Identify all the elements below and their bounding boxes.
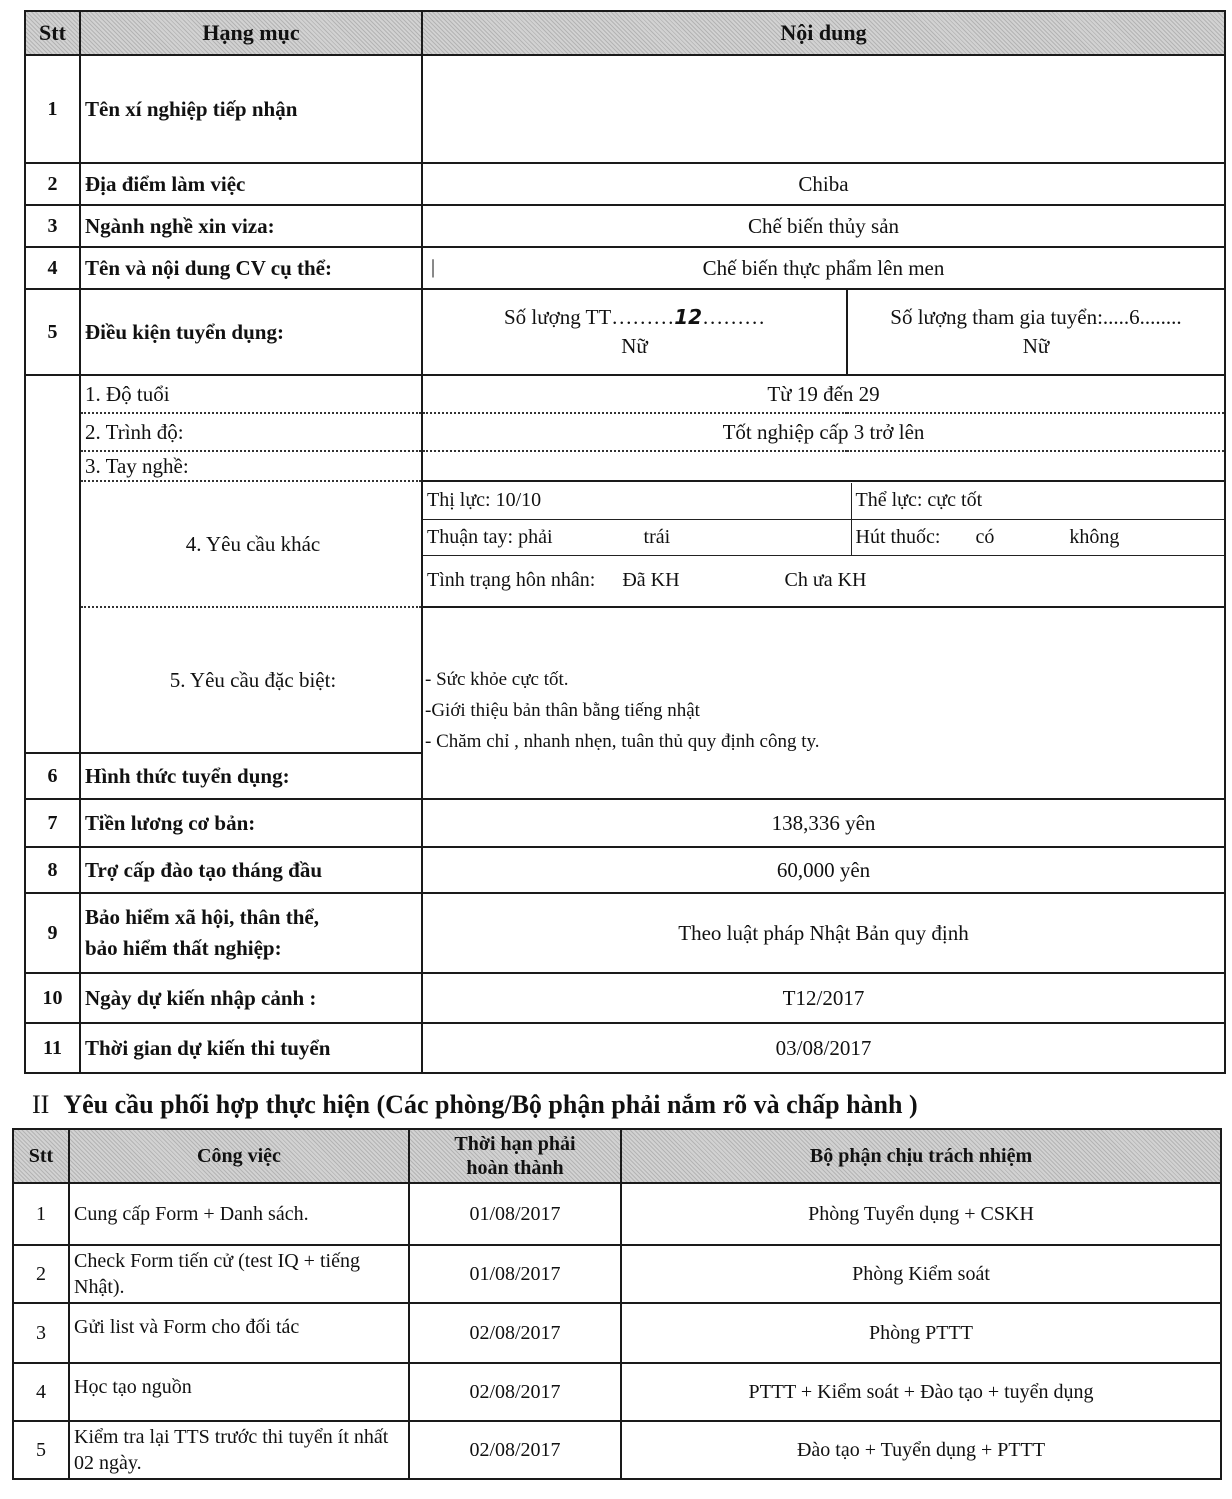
- table-row: [13, 1421, 1221, 1479]
- sub-value: Tốt nghiệp cấp 3 trở lên: [422, 413, 1225, 451]
- table-row: [13, 1303, 1221, 1363]
- header-stt: Stt: [25, 11, 80, 55]
- sub-label: 5. Yêu cầu đặc biệt:: [80, 607, 422, 753]
- row-value: 138,336 yên: [422, 799, 1225, 847]
- section-title: [32, 1090, 918, 1120]
- task-name: Gửi list và Form cho đối tác: [69, 1303, 409, 1363]
- hut-thuoc-khong: không: [1069, 525, 1120, 548]
- sub-row-tay-nghe: [25, 451, 1225, 481]
- row-stt: 1: [25, 55, 80, 163]
- table-row: [25, 1023, 1225, 1073]
- sub-value: [422, 451, 1225, 481]
- the-luc: Thể lực: cực tốt: [851, 483, 1224, 519]
- task-dept: PTTT + Kiểm soát + Đào tạo + tuyển dụng: [621, 1363, 1221, 1421]
- row-label: Địa điểm làm việc: [80, 163, 422, 205]
- row-label: Tên và nội dung CV cụ thể:: [80, 247, 422, 289]
- yeu-cau-khac-cell: [422, 481, 1225, 607]
- tham-gia-gender: Nữ: [1022, 334, 1050, 358]
- task-stt: 1: [13, 1183, 69, 1245]
- row-label: Ngành nghề xin viza:: [80, 205, 422, 247]
- so-luong-tt-prefix: Số lượng TT………: [503, 305, 675, 329]
- dac-biet-line: -Giới thiệu bản thân bằng tiếng nhật: [425, 700, 700, 721]
- tham-gia-text: Số lượng tham gia tuyển:.....6........: [890, 305, 1182, 329]
- recruitment-info-table: [24, 10, 1226, 1074]
- task-deadline: 02/08/2017: [409, 1421, 621, 1479]
- header-thoi-han-line: hoàn thành: [466, 1157, 564, 1179]
- row-value: 03/08/2017: [422, 1023, 1225, 1073]
- table-row: [25, 973, 1225, 1023]
- table-row: [25, 247, 1225, 289]
- chua-kh: Ch ưa KH: [784, 568, 867, 591]
- row-label: Thời gian dự kiến thi tuyển: [80, 1023, 422, 1073]
- task-deadline: 01/08/2017: [409, 1183, 621, 1245]
- sub-value: Từ 19 đến 29: [422, 375, 1225, 413]
- so-luong-tt-cell: [422, 289, 847, 375]
- row-label: Tên xí nghiệp tiếp nhận: [80, 55, 422, 163]
- table-row: [25, 893, 1225, 973]
- row-value: 60,000 yên: [422, 847, 1225, 893]
- header-thoi-han: [409, 1129, 621, 1183]
- tham-gia-cell: [847, 289, 1225, 375]
- sub-row-yeu-cau-dac-biet: [25, 607, 1225, 753]
- header-bo-phan: Bộ phận chịu trách nhiệm: [621, 1129, 1221, 1183]
- table-row-dieu-kien: [25, 289, 1225, 375]
- sub-row-yeu-cau-khac: [25, 481, 1225, 607]
- hut-thuoc-co: có: [975, 525, 995, 548]
- dac-biet-line: - Chăm chỉ , nhanh nhẹn, tuân thủ quy định công ty.: [425, 731, 820, 752]
- row-label-line: bảo hiểm thất nghiệp:: [85, 936, 282, 960]
- sub-label: 4. Yêu cầu khác: [80, 481, 422, 607]
- task-stt: 4: [13, 1363, 69, 1421]
- task-name: Kiểm tra lại TTS trước thi tuyển ít nhất 02 ngày.: [69, 1421, 409, 1479]
- yeu-cau-khac-grid: [423, 483, 1224, 605]
- sub-row-do-tuoi: [25, 375, 1225, 413]
- sub-stt-empty: [25, 375, 80, 753]
- dac-biet-line: - Sức khỏe cực tốt.: [425, 669, 569, 690]
- row-stt: 2: [25, 163, 80, 205]
- thuan-tay: Thuận tay: phải: [427, 525, 553, 548]
- row-stt: 4: [25, 247, 80, 289]
- row-stt: 8: [25, 847, 80, 893]
- table-header-row: [25, 11, 1225, 55]
- row-label: Điều kiện tuyển dụng:: [80, 289, 422, 375]
- sub-label: 1. Độ tuổi: [80, 375, 422, 413]
- row-label: Ngày dự kiến nhập cảnh :: [80, 973, 422, 1023]
- task-name: Học tạo nguồn: [69, 1363, 409, 1421]
- hut-thuoc-cell: [851, 519, 1224, 555]
- row-stt: 5: [25, 289, 80, 375]
- thi-luc: Thị lực: 10/10: [423, 483, 851, 519]
- row-value: T12/2017: [422, 973, 1225, 1023]
- row-label: Hình thức tuyển dụng:: [80, 753, 422, 799]
- header-hang-muc: Hạng mục: [80, 11, 422, 55]
- row-stt: 11: [25, 1023, 80, 1073]
- row-label: [80, 893, 422, 973]
- hon-nhan-cell: [423, 555, 1224, 605]
- table-row: [13, 1245, 1221, 1303]
- task-dept: Phòng Kiểm soát: [621, 1245, 1221, 1303]
- task-name: Check Form tiến cử (test IQ + tiếng Nhật).: [69, 1245, 409, 1303]
- row-label: Trợ cấp đào tạo tháng đầu: [80, 847, 422, 893]
- thuan-tay-cell: [423, 519, 851, 555]
- table-row: [25, 799, 1225, 847]
- table-row: [25, 205, 1225, 247]
- hon-nhan: Tình trạng hôn nhân:: [427, 568, 596, 591]
- hut-thuoc: Hút thuốc:: [855, 525, 941, 548]
- row-stt: 6: [25, 753, 80, 799]
- row-stt: 10: [25, 973, 80, 1023]
- sub-label: 3. Tay nghề:: [80, 451, 422, 481]
- yeu-cau-dac-biet-cell: [422, 607, 1225, 799]
- row-stt: 3: [25, 205, 80, 247]
- row-value: Chế biến thực phẩm lên men: [702, 255, 945, 280]
- so-luong-tt-gender: Nữ: [621, 334, 648, 358]
- row-label-line: Bảo hiểm xã hội, thân thể,: [85, 905, 319, 929]
- row-value: Chế biến thủy sản: [422, 205, 1225, 247]
- task-deadline: 02/08/2017: [409, 1303, 621, 1363]
- sub-label: 2. Trình độ:: [80, 413, 422, 451]
- header-stt: Stt: [13, 1129, 69, 1183]
- section-title-text: Yêu cầu phối hợp thực hiện (Các phòng/Bộ phận phải nắm rõ và chấp hành ): [63, 1090, 918, 1119]
- header-noi-dung: Nội dung: [422, 11, 1225, 55]
- header-thoi-han-line: Thời hạn phải: [454, 1133, 576, 1155]
- table-row: [25, 163, 1225, 205]
- task-name: Cung cấp Form + Danh sách.: [69, 1183, 409, 1245]
- table-row: [25, 847, 1225, 893]
- so-luong-tt-handwritten: 12: [674, 305, 703, 329]
- row-value-cell: [422, 247, 1225, 289]
- task-stt: 2: [13, 1245, 69, 1303]
- header-cong-viec: Công việc: [69, 1129, 409, 1183]
- row-value: Theo luật pháp Nhật Bản quy định: [422, 893, 1225, 973]
- section-number: II: [32, 1090, 50, 1119]
- task-dept: Phòng PTTT: [621, 1303, 1221, 1363]
- row-value: Chiba: [422, 163, 1225, 205]
- so-luong-tt-suffix: ………: [702, 305, 766, 329]
- task-deadline: 02/08/2017: [409, 1363, 621, 1421]
- task-dept: Phòng Tuyển dụng + CSKH: [621, 1183, 1221, 1245]
- coordination-table: [12, 1128, 1222, 1480]
- row-stt: 7: [25, 799, 80, 847]
- table-row: [13, 1183, 1221, 1245]
- task-stt: 5: [13, 1421, 69, 1479]
- pen-mark: |: [431, 256, 436, 278]
- row-label: Tiền lương cơ bản:: [80, 799, 422, 847]
- task-stt: 3: [13, 1303, 69, 1363]
- task-deadline: 01/08/2017: [409, 1245, 621, 1303]
- task-dept: Đào tạo + Tuyển dụng + PTTT: [621, 1421, 1221, 1479]
- row-value: [422, 55, 1225, 163]
- table-row: [13, 1363, 1221, 1421]
- thuan-tay-trai: trái: [643, 525, 671, 548]
- table-header-row: [13, 1129, 1221, 1183]
- sub-row-trinh-do: [25, 413, 1225, 451]
- table-row: [25, 55, 1225, 163]
- row-stt: 9: [25, 893, 80, 973]
- da-kh: Đã KH: [622, 568, 680, 591]
